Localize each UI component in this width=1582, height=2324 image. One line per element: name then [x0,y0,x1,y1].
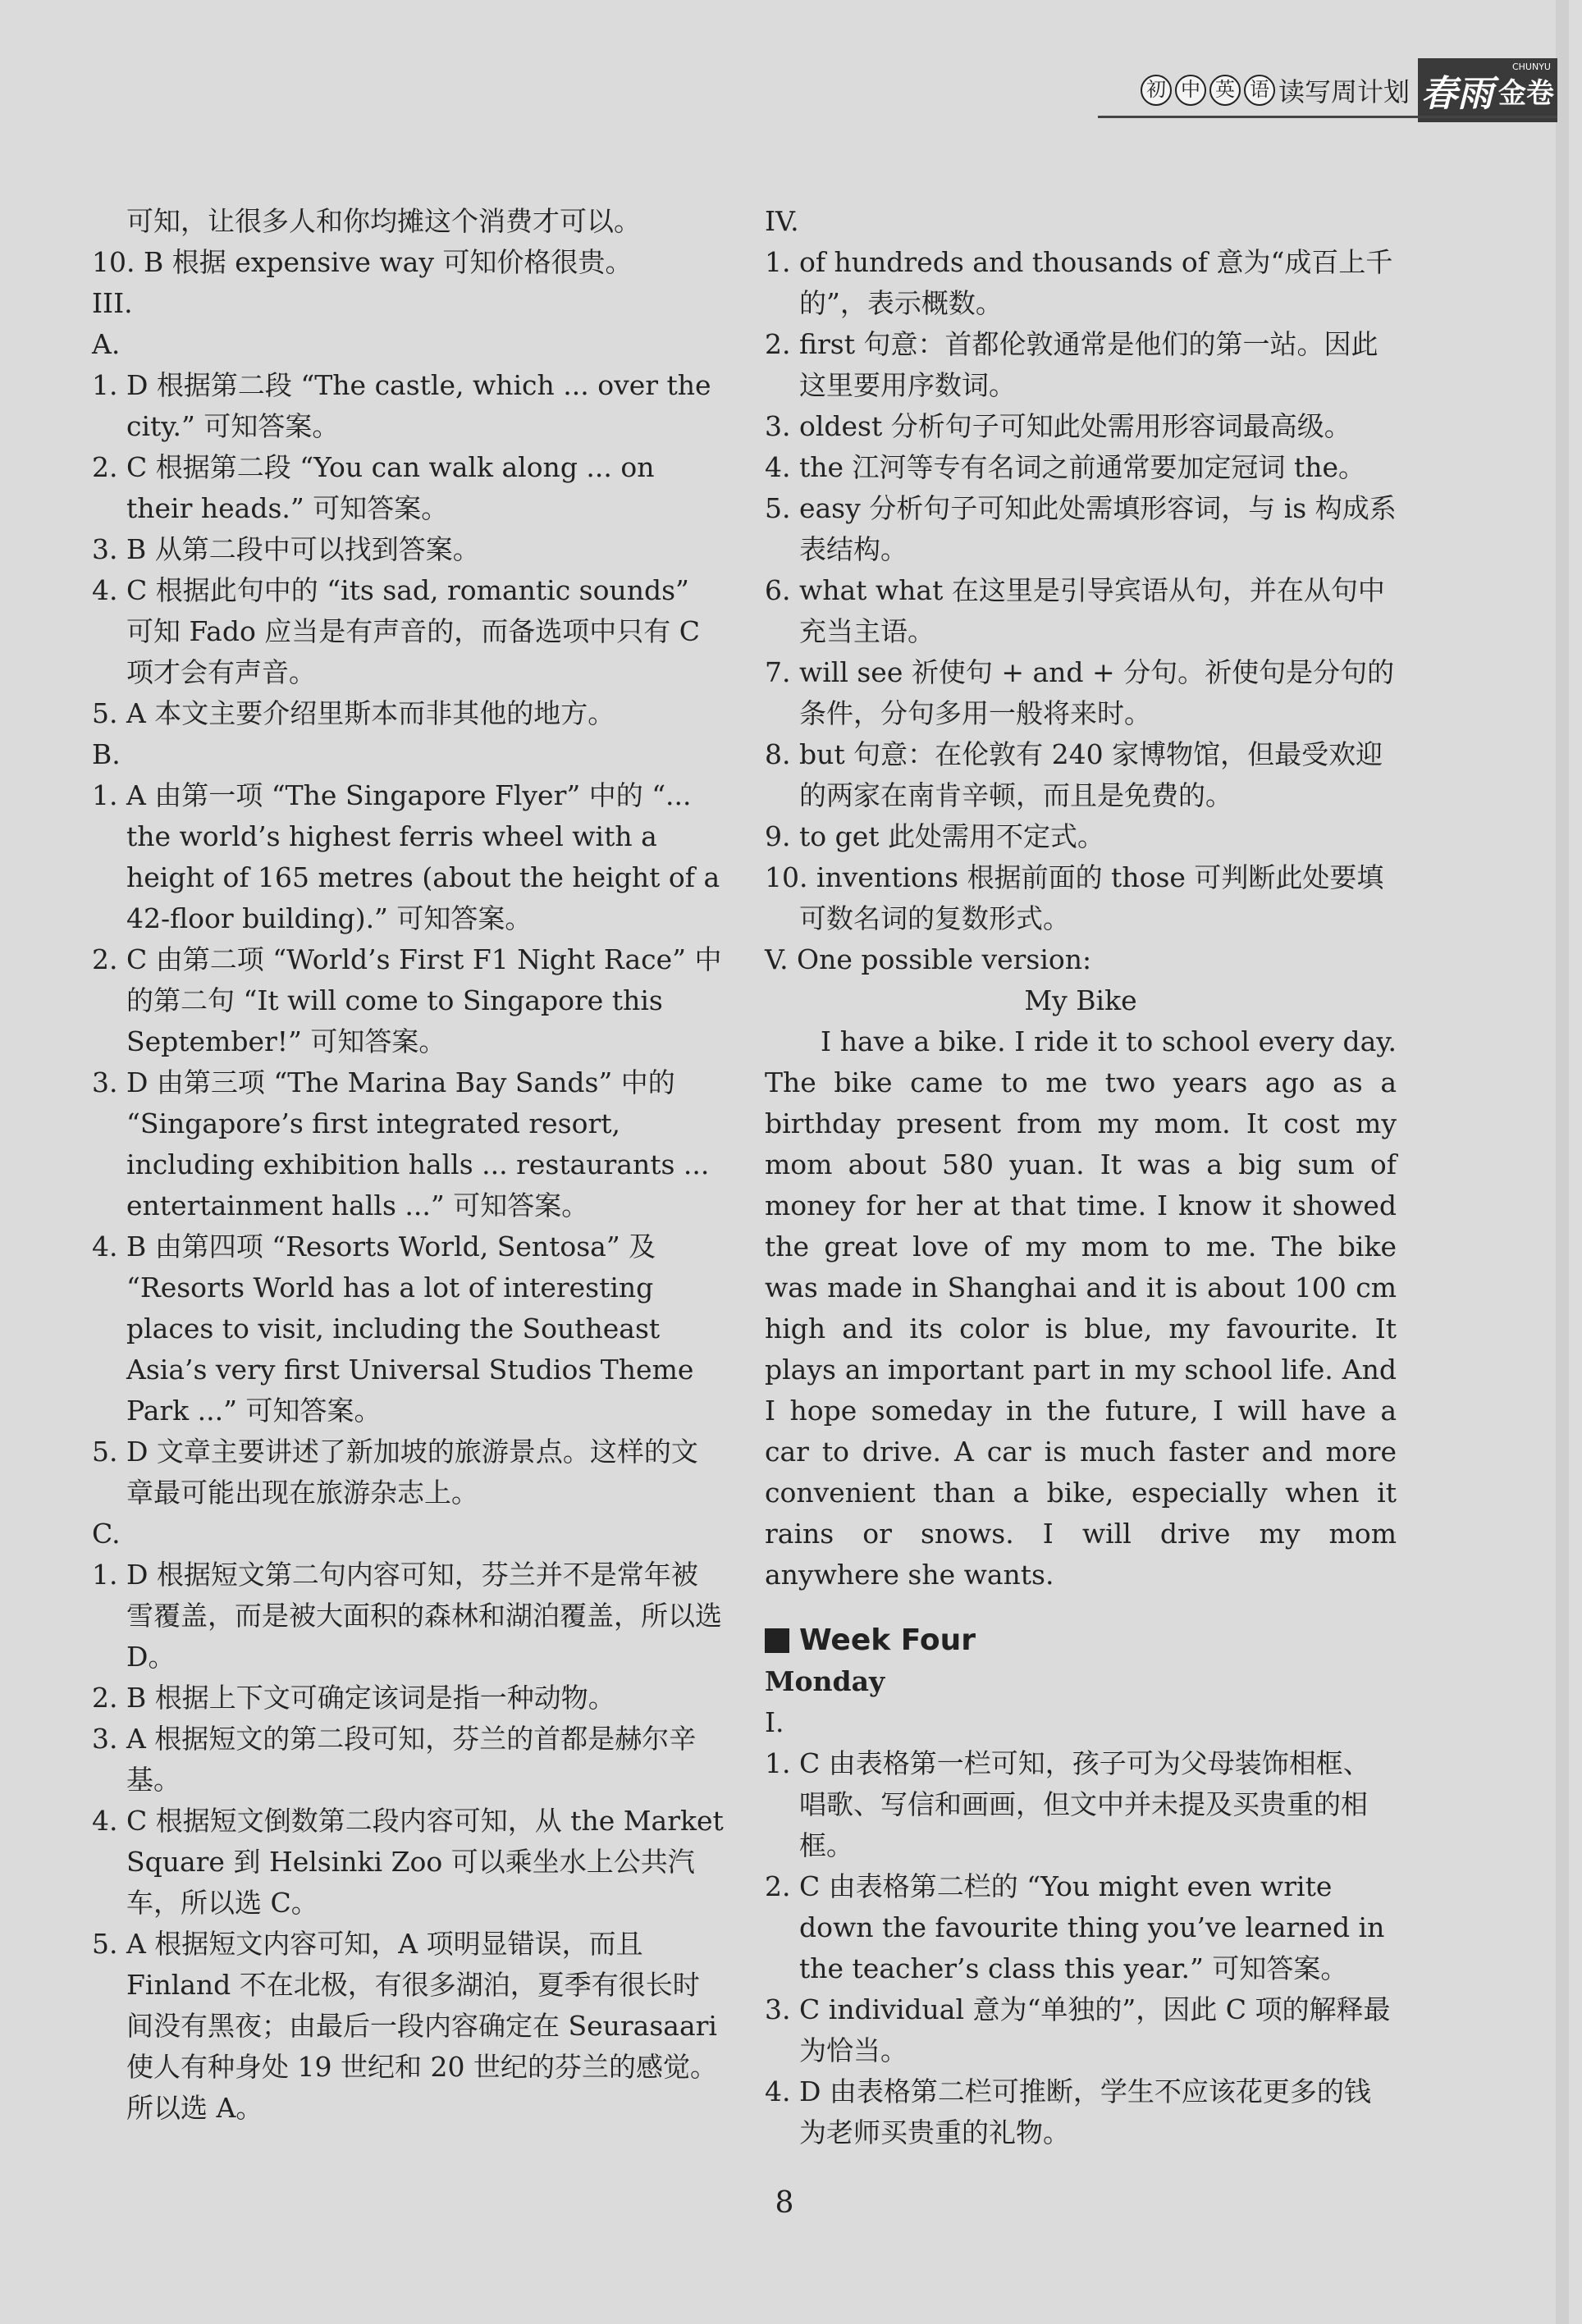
answer-item: 6. what what 在这里是引导宾语从句，并在从句中充当主语。 [765,574,1385,647]
answer-item: 10. B 根据 expensive way 可知价格很贵。 [92,246,633,278]
essay-title: My Bike [1024,984,1137,1016]
answer-item: 10. inventions 根据前面的 those 可判断此处要填可数名词的复数形式。 [765,861,1384,934]
series-badge: 初 [1141,75,1172,106]
series-title [1141,71,1410,109]
brand-product: 金卷 [1498,76,1554,110]
left-column [92,201,724,2129]
page-number: 8 [775,2186,794,2220]
page-header [1098,57,1557,123]
answer-item: 8. but 句意：在伦敦有 240 家博物馆，但最受欢迎的两家在南肯辛顿，而且是免费的。 [765,738,1383,811]
right-column [765,201,1397,2153]
answer-item: 4. the 江河等专有名词之前通常要加定冠词 the。 [765,451,1366,483]
section-heading: B. [92,738,121,770]
page-edge [1556,0,1569,2324]
series-rest: 读写周计划 [1278,76,1410,107]
answer-item: 2. C 由第二项 “World’s First F1 Night Race” 中的第二句 “It will come to Singapore this September!” 可知答案。 [92,943,722,1057]
section-square-icon [765,1628,789,1653]
brand-name: 春雨 [1421,73,1493,115]
brand-logo [1418,58,1557,122]
answer-item: 1. A 由第一项 “The Singapore Flyer” 中的 “... the world’s highest ferris wheel with a height of 165 metres (about the height of a 42-floor building).” 可知答案。 [92,779,720,934]
answer-item: 1. C 由表格第一栏可知，孩子可为父母装饰相框、唱歌、写信和画画，但文中并未提及买贵重的相框。 [765,1747,1370,1861]
answer-item: 2. B 根据上下文可确定该词是指一种动物。 [92,1682,615,1714]
essay [765,939,1397,1596]
answer-item: 5. A 本文主要介绍里斯本而非其他的地方。 [92,697,615,729]
answer-item: 4. C 根据短文倒数第二段内容可知，从 the Market Square 到 Helsinki Zoo 可以乘坐水上公共汽车，所以选 C。 [92,1805,724,1919]
answer-item: 5. A 根据短文内容可知，A 项明显错误，而且 Finland 不在北极，有很多湖泊，夏季有很长时间没有黑夜；由最后一段内容确定在 Seurasaari 使人有种身处 19 世纪和 20 世纪的芬兰的感觉。所以选 A。 [92,1928,717,2124]
answer-item: 7. will see 祈使句 + and + 分句。祈使句是分句的条件，分句多用一般将来时。 [765,656,1395,729]
week-title-text: Week Four [799,1623,976,1657]
week-title [765,1620,1397,1661]
answer-item: 4. D 由表格第二栏可推断，学生不应该花更多的钱为老师买贵重的礼物。 [765,2075,1371,2148]
section-label: I. [765,1706,784,1738]
essay-body: I have a bike. I ride it to school every day. The bike came to me two years ago as a birthday present from my mom. It cost my mom about 580 yuan. It was a big sum of money for her at that time. I know it showed the great love of my mom to me. The bike was made in Shanghai and it is about 100 cm high and its color is blue, my favourite. It plays an important part in my school life. And I hope someday in the future, I will have a car to drive. A car is much faster and more convenient than a bike, especially when it rains or snows. I will drive my mom anywhere she wants. [765,1025,1397,1591]
week-items [765,1743,1397,2153]
header-rule [1098,116,1557,118]
section-heading: C. [92,1518,121,1550]
section-heading: III. [92,287,133,319]
answer-continuation: 可知，让很多人和你均摊这个消费才可以。 [126,205,641,237]
answer-item: 3. B 从第二段中可以找到答案。 [92,533,480,565]
answer-item: 1. D 根据第二段 “The castle, which ... over the city.” 可知答案。 [92,369,711,442]
answer-item: 3. oldest 分析句子可知此处需用形容词最高级。 [765,410,1351,442]
answer-item: 3. D 由第三项 “The Marina Bay Sands” 中的 “Singapore’s first integrated resort, including exhibition halls ... restaurants ... entertainment halls ...” 可知答案。 [92,1066,710,1221]
answer-item: 3. C individual 意为“单独的”，因此 C 项的解释最为恰当。 [765,1993,1391,2066]
day-label: Monday [765,1665,885,1697]
answer-item: 2. C 由表格第二栏的 “You might even write down the favourite thing you’ve learned in the teacher’s class this year.” 可知答案。 [765,1870,1385,1984]
essay-label: V. One possible version: [765,943,1092,975]
section-heading: A. [92,328,121,360]
series-badge: 英 [1209,75,1241,106]
answer-item: 3. A 根据短文的第二段可知，芬兰的首都是赫尔辛基。 [92,1723,697,1796]
answers-iv [765,201,1397,939]
answer-item: 4. C 根据此句中的 “its sad, romantic sounds” 可知 Fado 应当是有声音的，而备选项中只有 C 项才会有声音。 [92,574,701,688]
answer-item: 2. first 句意：首都伦敦通常是他们的第一站。因此这里要用序数词。 [765,328,1379,401]
answer-item: 9. to get 此处需用不定式。 [765,820,1104,852]
answer-item: 1. D 根据短文第二句内容可知，芬兰并不是常年被雪覆盖，而是被大面积的森林和湖泊覆盖，所以选 D。 [92,1559,722,1673]
answer-item: 5. D 文章主要讲述了新加坡的旅游景点。这样的文章最可能出现在旅游杂志上。 [92,1436,698,1509]
brand-small: CHUNYU [1511,62,1551,72]
answer-item: 4. B 由第四项 “Resorts World, Sentosa” 及 “Resorts World has a lot of interesting places to visit, including the Southeast Asia’s very first Universal Studios Theme Park ...” 可知答案。 [92,1230,694,1427]
answer-item: 5. easy 分析句子可知此处需填形容词，与 is 构成系表结构。 [765,492,1397,565]
section-heading: IV. [765,205,799,237]
series-badge: 语 [1244,75,1275,106]
answer-item: 2. C 根据第二段 “You can walk along ... on their heads.” 可知答案。 [92,451,655,524]
series-badge: 中 [1175,75,1206,106]
answer-item: 1. of hundreds and thousands of 意为“成百上千的”，表示概数。 [765,246,1393,319]
